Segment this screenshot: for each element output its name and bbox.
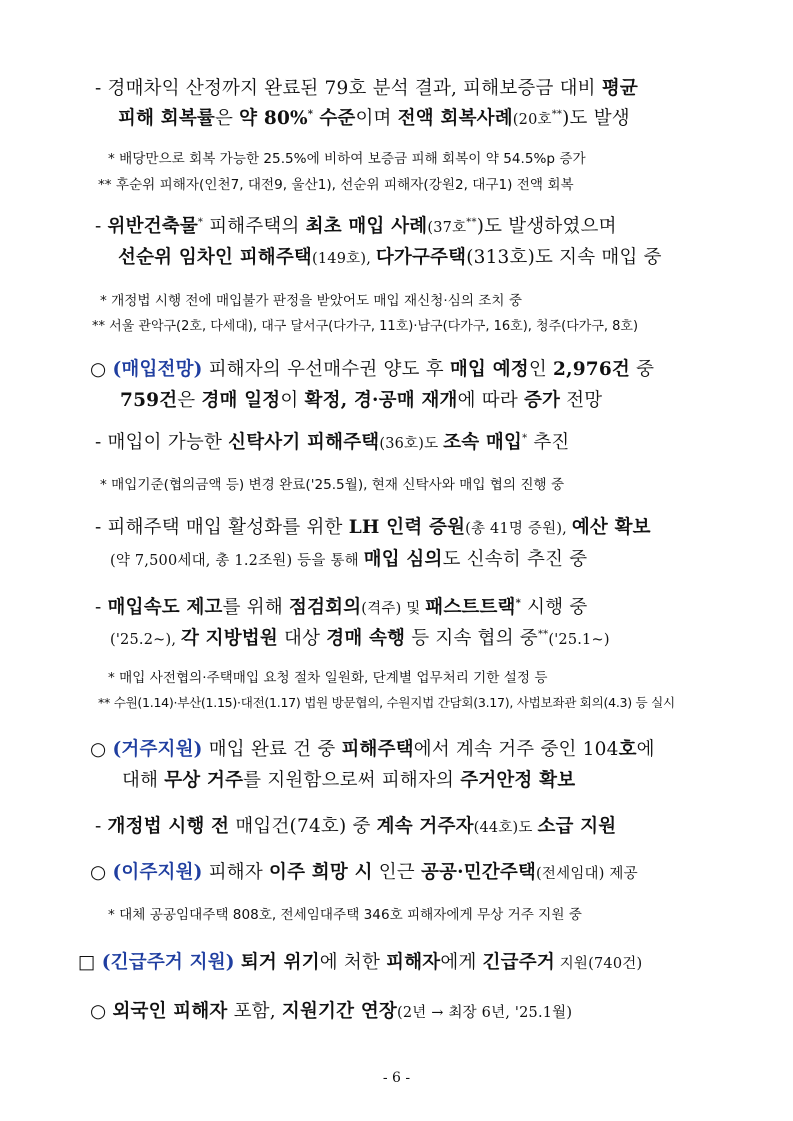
footnote-mark: *: [307, 108, 314, 120]
section-label: (이주지원): [112, 862, 203, 883]
section-label: (긴급주거 지원): [101, 952, 235, 973]
text: 은: [215, 108, 240, 129]
text-bold: LH 인력 증원: [348, 517, 466, 538]
text-bold: 지원기간 연장: [281, 1001, 397, 1022]
text: 피해자: [202, 862, 270, 883]
text: 이: [280, 390, 305, 411]
text-bold: 전액 회복사례: [397, 108, 513, 129]
text: 매입건(74호) 중: [229, 816, 377, 837]
line-4: [118, 243, 662, 269]
text-bold: 경매 일정: [201, 390, 281, 411]
text: 대해: [122, 770, 165, 791]
text-small: (총 41명 증원),: [465, 521, 572, 537]
text-bold: 피해주택: [341, 739, 414, 760]
page-number: - 6 -: [382, 1070, 411, 1086]
text: 를 위해: [222, 597, 289, 618]
text: - 피해주택 매입 활성화를 위한: [95, 517, 349, 538]
line-16: [78, 948, 642, 974]
text: 등 지속 협의 중: [405, 628, 538, 649]
text: 피해자의 우선매수권 양도 후: [202, 359, 450, 380]
text-bold: 긴급주거: [482, 952, 555, 973]
text-small: (2년 → 최장 6년, '25.1월): [396, 1005, 573, 1021]
footnote-mark: *: [197, 216, 204, 228]
text: 은: [177, 390, 202, 411]
line-17: [90, 997, 572, 1023]
text-bold: 약 80%: [239, 108, 308, 129]
footnote-7: ** 수원(1.14)·부산(1.15)·대전(1.17) 법원 방문협의, 수원지법 간담회(3.17), 사법보좌관 회의(4.3) 등 실시: [98, 695, 675, 710]
footnote-4: ** 서울 관악구(2호, 다세대), 대구 달서구(다가구, 11호)·남구(다가구, 16호), 청주(다가구, 8호): [92, 319, 639, 334]
text-bold: 피해자: [386, 952, 441, 973]
text-bold: 수준: [319, 108, 356, 129]
text: 에게: [440, 952, 483, 973]
text-bold: 퇴거 위기: [240, 952, 320, 973]
text: 에서 계속 거주 중인 104: [413, 739, 619, 760]
footnote-6: * 매입 사전협의·주택매입 요청 절차 일원화, 단계별 업무처리 기한 설정 등: [108, 670, 548, 686]
line-12: [90, 735, 655, 761]
text: 포함,: [227, 1001, 282, 1022]
line-2: [118, 104, 630, 130]
line-13: [122, 766, 575, 792]
text: (313호)도 지속 매입 중: [466, 247, 662, 268]
text: - 경매차익 산정까지 완료된 79호 분석 결과, 피해보증금 대비: [95, 78, 602, 99]
line-3: [95, 212, 617, 238]
line-10: [95, 593, 587, 619]
footnote-1: * 배당만으로 회복 가능한 25.5%에 비하여 보증금 피해 회복이 약 54.5%p 증가: [108, 151, 586, 167]
line-15: [90, 858, 638, 884]
text: 중: [630, 359, 655, 380]
text-small: (격주) 및: [361, 601, 426, 617]
text: 에 따라: [457, 390, 524, 411]
footnote-mark: *: [522, 432, 528, 444]
line-9: [110, 545, 587, 571]
text-bold: 평균: [601, 78, 638, 99]
text: )도 발생하였으며: [476, 216, 617, 237]
text: 시행 중: [521, 597, 588, 618]
text-bold: 조속 매입: [443, 432, 523, 453]
line-6: [120, 386, 602, 412]
text: -: [95, 597, 108, 618]
circle-bullet: ○: [90, 739, 113, 760]
text-bold: 계속 거주자: [376, 816, 474, 837]
text-bold: 피해 회복률: [118, 108, 215, 129]
text-bold: 매입 심의: [363, 549, 443, 570]
text: 도 신속히 추진 중: [442, 549, 588, 570]
footnote-mark: **: [551, 108, 563, 120]
text-bold: 다가구주택: [375, 247, 467, 268]
section-label: (매입전망): [112, 359, 203, 380]
footnote-8: * 대체 공공임대주택 808호, 전세임대주택 346호 피해자에게 무상 거주 지원 중: [108, 907, 582, 923]
text: 에: [636, 739, 655, 760]
text: 추진: [527, 432, 570, 453]
text-bold: 점검회의: [289, 597, 362, 618]
text: - 매입이 가능한: [95, 432, 229, 453]
text: 인근: [372, 862, 421, 883]
text-small: ('25.2~),: [110, 632, 181, 648]
text-bold: 매입 예정: [449, 359, 529, 380]
footnote-3: * 개정법 시행 전에 매입불가 판정을 받았어도 매입 재신청·심의 조치 중: [100, 293, 523, 309]
text: 를 지원함으로써 피해자의: [243, 770, 461, 791]
text-bold: 2,976건: [553, 359, 631, 380]
text: 이며: [355, 108, 398, 129]
line-5: [90, 355, 654, 381]
text: -: [95, 216, 108, 237]
text-bold: 소급 지원: [537, 816, 617, 837]
text-bold: 호: [618, 739, 637, 760]
circle-bullet: ○: [90, 862, 113, 883]
text-bold: 각 지방법원: [180, 628, 278, 649]
text: 전망: [560, 390, 603, 411]
text-small: 지원(740건): [554, 956, 643, 972]
footnote-mark: **: [466, 216, 477, 228]
line-8: [95, 513, 651, 539]
text: 피해주택의: [203, 216, 306, 237]
text: 대상: [277, 628, 327, 649]
section-label: (거주지원): [112, 739, 203, 760]
footnote-2: ** 후순위 피해자(인천7, 대전9, 울산1), 선순위 피해자(강원2, 대구1) 전액 회복: [98, 177, 574, 193]
text-bold: 신탁사기 피해주택: [228, 432, 380, 453]
text-bold: 주거안정 확보: [460, 770, 576, 791]
text-bold: 개정법 시행 전: [107, 816, 230, 837]
text-bold: 이주 희망 시: [269, 862, 373, 883]
text: 매입 완료 건 중: [202, 739, 342, 760]
text-bold: 759건: [120, 390, 178, 411]
text-bold: 증가: [523, 390, 561, 411]
text-bold: 공공·민간주택: [420, 862, 537, 883]
text-bold: 선순위 임차인 피해주택: [118, 247, 312, 268]
footnote-5: * 매입기준(협의금액 등) 변경 완료('25.5월), 현재 신탁사와 매입 협의 진행 중: [100, 477, 565, 493]
line-7: [95, 428, 570, 454]
text-small: (20호: [512, 112, 552, 128]
circle-bullet: ○: [90, 359, 113, 380]
text: 인: [528, 359, 553, 380]
text-bold: 위반건축물: [107, 216, 198, 237]
text-small: (전세임대) 제공: [536, 866, 638, 882]
text-bold: 확정, 경·공매 재개: [304, 390, 458, 411]
text: -: [95, 816, 108, 837]
text-bold: 최초 매입 사례: [305, 216, 428, 237]
text-bold: 예산 확보: [571, 517, 651, 538]
text: )도 발생: [562, 108, 630, 129]
line-1: [95, 74, 638, 100]
square-bullet: □: [78, 952, 102, 973]
footnote-mark: *: [515, 597, 522, 609]
text: 에 처한: [319, 952, 387, 973]
text-bold: 외국인 피해자: [112, 1001, 228, 1022]
text-bold: 매입속도 제고: [107, 597, 223, 618]
line-14: [95, 812, 616, 838]
text-small: ('25.1~): [548, 632, 610, 648]
footnote-mark: **: [537, 628, 549, 640]
text-bold: 경매 속행: [326, 628, 406, 649]
text-small: (약 7,500세대, 총 1.2조원) 등을 통해: [110, 553, 364, 569]
text-small: (149호),: [312, 251, 376, 267]
text-bold: 패스트트랙: [425, 597, 516, 618]
text-bold: 무상 거주: [164, 770, 244, 791]
text-small: (36호)도: [379, 436, 444, 452]
line-11: [110, 624, 610, 650]
circle-bullet: ○: [90, 1001, 113, 1022]
text-small: (44호)도: [473, 820, 538, 836]
text-small: (37호: [427, 220, 467, 236]
